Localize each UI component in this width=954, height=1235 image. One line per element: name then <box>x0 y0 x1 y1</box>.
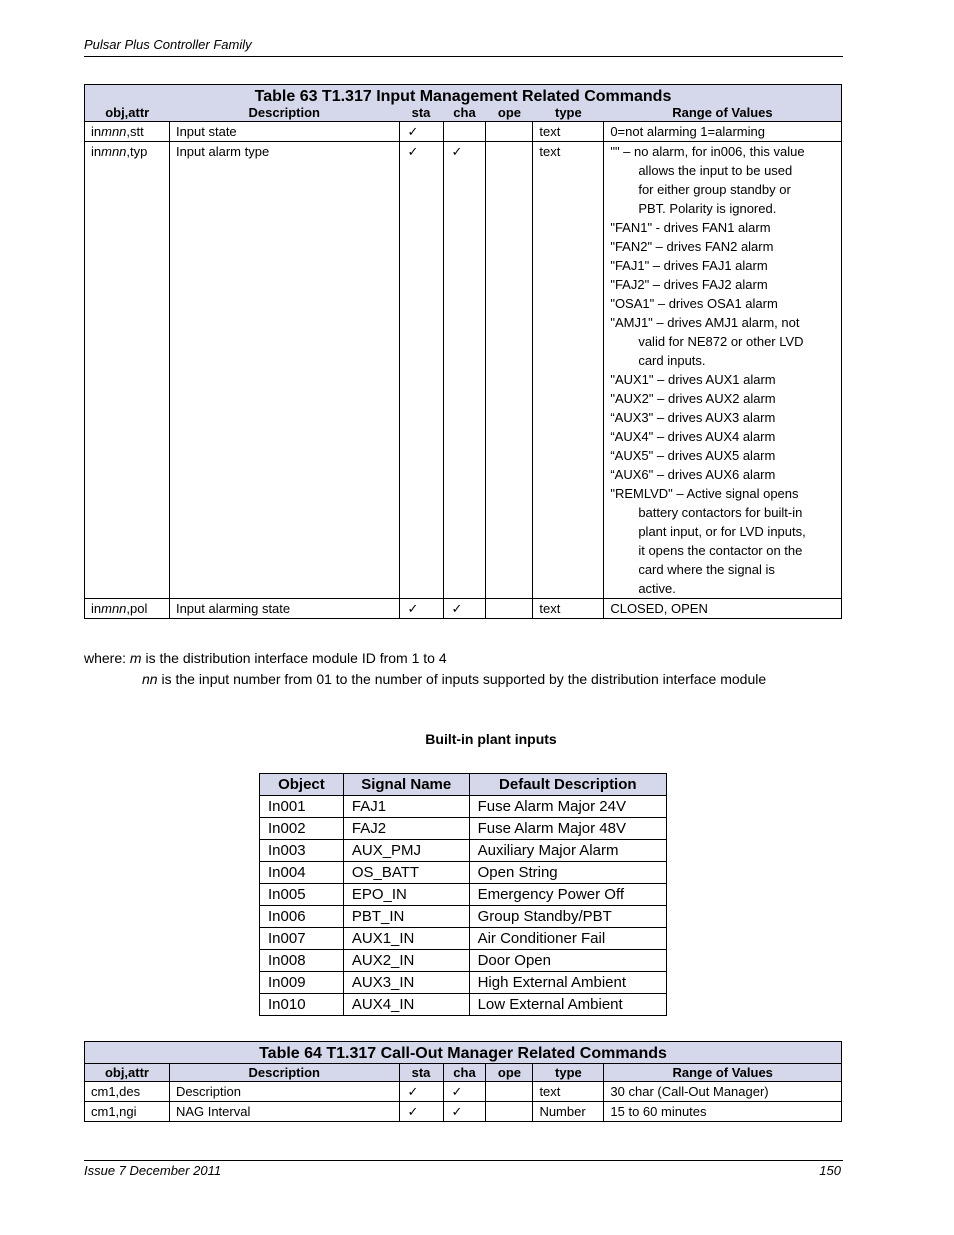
range-of-values-cell <box>604 122 842 142</box>
signal-name-cell: AUX1_IN <box>343 928 469 950</box>
range-line: “AUX5" – drives AUX5 alarm <box>610 448 776 463</box>
column-header: cha <box>443 1064 486 1082</box>
column-header: sta <box>399 1064 443 1082</box>
table-row <box>260 950 667 972</box>
sta-cell: ✓ <box>399 1102 443 1122</box>
obj-variable: mnn <box>101 601 127 616</box>
table-64-header-row <box>85 1064 842 1082</box>
issue-date: Issue 7 December 2011 <box>84 1163 222 1178</box>
table-row <box>260 884 667 906</box>
default-description-cell: Fuse Alarm Major 48V <box>469 818 666 840</box>
range-line: PBT. Polarity is ignored. <box>638 201 777 216</box>
obj-attr: ,pol <box>126 601 148 616</box>
column-header: obj,attr <box>85 106 170 122</box>
signal-name-cell: AUX3_IN <box>343 972 469 994</box>
default-description-cell: Door Open <box>469 950 666 972</box>
where-note <box>84 648 842 690</box>
description-cell: Description <box>169 1082 399 1102</box>
default-description-cell: Air Conditioner Fail <box>469 928 666 950</box>
signal-name-cell: FAJ1 <box>343 796 469 818</box>
range-line: active. <box>638 581 676 596</box>
obj-attr-cell <box>85 122 170 142</box>
range-line: "AMJ1" – drives AMJ1 alarm, not <box>610 315 800 330</box>
table-row <box>260 796 667 818</box>
table-row <box>260 994 667 1016</box>
obj-variable: mnn <box>101 124 127 139</box>
object-cell: In001 <box>260 796 344 818</box>
column-header: type <box>533 106 604 122</box>
range-of-values-cell <box>604 599 842 619</box>
ope-cell <box>486 142 533 599</box>
range-line: valid for NE872 or other LVD <box>638 334 804 349</box>
builtin-inputs-table <box>259 773 667 1016</box>
default-description-cell: Group Standby/PBT <box>469 906 666 928</box>
builtin-header-row <box>260 774 667 796</box>
where-line-2 <box>84 669 842 690</box>
table-row <box>85 1082 842 1102</box>
object-cell: In008 <box>260 950 344 972</box>
where-line-1-text: is the distribution interface module ID from 1 to 4 <box>141 650 447 666</box>
range-line: "REMLVD" – Active signal opens <box>610 486 799 501</box>
type-cell: Number <box>533 1102 604 1122</box>
range-of-values-cell: 30 char (Call-Out Manager) <box>604 1082 842 1102</box>
column-header: ope <box>486 1064 533 1082</box>
description-cell: Input state <box>169 122 399 142</box>
obj-prefix: in <box>91 144 102 159</box>
var-m: m <box>129 650 142 666</box>
builtin-inputs-title: Built-in plant inputs <box>425 731 557 747</box>
table-row <box>260 972 667 994</box>
var-nn: nn <box>142 671 158 687</box>
range-line: "" – no alarm, for in006, this value <box>610 144 805 159</box>
range-line: "AUX2" – drives AUX2 alarm <box>610 391 776 406</box>
cha-cell <box>443 122 486 142</box>
table-row <box>260 928 667 950</box>
signal-name-cell: OS_BATT <box>343 862 469 884</box>
column-header: Object <box>260 774 344 796</box>
obj-attr-cell: cm1,des <box>85 1082 170 1102</box>
obj-attr-cell: cm1,ngi <box>85 1102 170 1122</box>
signal-name-cell: AUX2_IN <box>343 950 469 972</box>
column-header: ope <box>486 106 533 122</box>
column-header: obj,attr <box>85 1064 170 1082</box>
object-cell: In010 <box>260 994 344 1016</box>
range-line: "FAN1" - drives FAN1 alarm <box>610 220 771 235</box>
ope-cell <box>486 599 533 619</box>
column-header: Range of Values <box>604 106 842 122</box>
obj-attr: ,stt <box>126 124 144 139</box>
default-description-cell: Low External Ambient <box>469 994 666 1016</box>
description-cell: NAG Interval <box>169 1102 399 1122</box>
signal-name-cell: EPO_IN <box>343 884 469 906</box>
default-description-cell: Fuse Alarm Major 24V <box>469 796 666 818</box>
obj-attr-cell <box>85 142 170 599</box>
signal-name-cell: AUX_PMJ <box>343 840 469 862</box>
range-line: 0=not alarming 1=alarming <box>610 124 765 139</box>
cha-cell: ✓ <box>443 1102 486 1122</box>
default-description-cell: Open String <box>469 862 666 884</box>
obj-prefix: in <box>91 601 102 616</box>
range-line: card inputs. <box>638 353 706 368</box>
description-cell: Input alarm type <box>169 142 399 599</box>
cha-cell: ✓ <box>443 1082 486 1102</box>
type-cell: text <box>533 122 604 142</box>
table-63 <box>84 84 842 619</box>
sta-cell: ✓ <box>399 122 443 142</box>
where-line-2-text: is the input number from 01 to the number of inputs supported by the distribution interface module <box>157 671 767 687</box>
ope-cell <box>486 122 533 142</box>
table-63-caption: Table 63 T1.317 Input Management Related Commands <box>85 85 842 107</box>
range-line: plant input, or for LVD inputs, <box>638 524 806 539</box>
object-cell: In009 <box>260 972 344 994</box>
sta-cell: ✓ <box>399 1082 443 1102</box>
range-line: card where the signal is <box>638 562 775 577</box>
range-line: CLOSED, OPEN <box>610 601 708 616</box>
description-cell: Input alarming state <box>169 599 399 619</box>
type-cell: text <box>533 142 604 599</box>
signal-name-cell: FAJ2 <box>343 818 469 840</box>
range-line: for either group standby or <box>638 182 791 197</box>
object-cell: In007 <box>260 928 344 950</box>
sta-cell: ✓ <box>399 142 443 599</box>
obj-prefix: in <box>91 124 102 139</box>
table-row <box>260 862 667 884</box>
column-header: Description <box>169 106 399 122</box>
cha-cell: ✓ <box>443 142 486 599</box>
range-line: it opens the contactor on the <box>638 543 803 558</box>
where-prefix: where: <box>84 650 130 666</box>
table-row <box>85 1102 842 1122</box>
range-line: allows the input to be used <box>638 163 793 178</box>
table-row <box>85 142 842 599</box>
range-line: "FAJ2" – drives FAJ2 alarm <box>610 277 768 292</box>
table-row <box>260 818 667 840</box>
object-cell: In004 <box>260 862 344 884</box>
object-cell: In005 <box>260 884 344 906</box>
document-title: Pulsar Plus Controller Family <box>84 37 252 52</box>
obj-variable: mnn <box>101 144 127 159</box>
column-header: cha <box>443 106 486 122</box>
obj-attr: ,typ <box>126 144 148 159</box>
default-description-cell: High External Ambient <box>469 972 666 994</box>
ope-cell <box>486 1082 533 1102</box>
object-cell: In002 <box>260 818 344 840</box>
range-line: "OSA1" – drives OSA1 alarm <box>610 296 778 311</box>
default-description-cell: Emergency Power Off <box>469 884 666 906</box>
page-number: 150 <box>819 1163 841 1178</box>
object-cell: In006 <box>260 906 344 928</box>
signal-name-cell: PBT_IN <box>343 906 469 928</box>
default-description-cell: Auxiliary Major Alarm <box>469 840 666 862</box>
object-cell: In003 <box>260 840 344 862</box>
table-64 <box>84 1041 842 1122</box>
page-footer <box>84 1160 843 1178</box>
obj-attr-cell <box>85 599 170 619</box>
column-header: type <box>533 1064 604 1082</box>
column-header: Description <box>169 1064 399 1082</box>
table-row <box>260 906 667 928</box>
range-line: "AUX1" – drives AUX1 alarm <box>610 372 776 387</box>
column-header: Default Description <box>469 774 666 796</box>
range-of-values-cell: 15 to 60 minutes <box>604 1102 842 1122</box>
cha-cell: ✓ <box>443 599 486 619</box>
type-cell: text <box>533 1082 604 1102</box>
range-line: "FAJ1" – drives FAJ1 alarm <box>610 258 768 273</box>
range-line: “AUX4" – drives AUX4 alarm <box>610 429 776 444</box>
table-row <box>85 599 842 619</box>
range-line: “AUX6" – drives AUX6 alarm <box>610 467 776 482</box>
table-64-caption: Table 64 T1.317 Call-Out Manager Related Commands <box>85 1042 842 1064</box>
range-line: battery contactors for built-in <box>638 505 803 520</box>
type-cell: text <box>533 599 604 619</box>
page-header <box>84 36 843 57</box>
range-line: "FAN2" – drives FAN2 alarm <box>610 239 774 254</box>
column-header: Signal Name <box>343 774 469 796</box>
table-row <box>260 840 667 862</box>
table-row <box>85 122 842 142</box>
table-63-header-row <box>85 106 842 122</box>
signal-name-cell: AUX4_IN <box>343 994 469 1016</box>
range-line: “AUX3" – drives AUX3 alarm <box>610 410 776 425</box>
column-header: Range of Values <box>604 1064 842 1082</box>
ope-cell <box>486 1102 533 1122</box>
where-line-1 <box>84 648 842 669</box>
column-header: sta <box>399 106 443 122</box>
range-of-values-cell <box>604 142 842 599</box>
sta-cell: ✓ <box>399 599 443 619</box>
